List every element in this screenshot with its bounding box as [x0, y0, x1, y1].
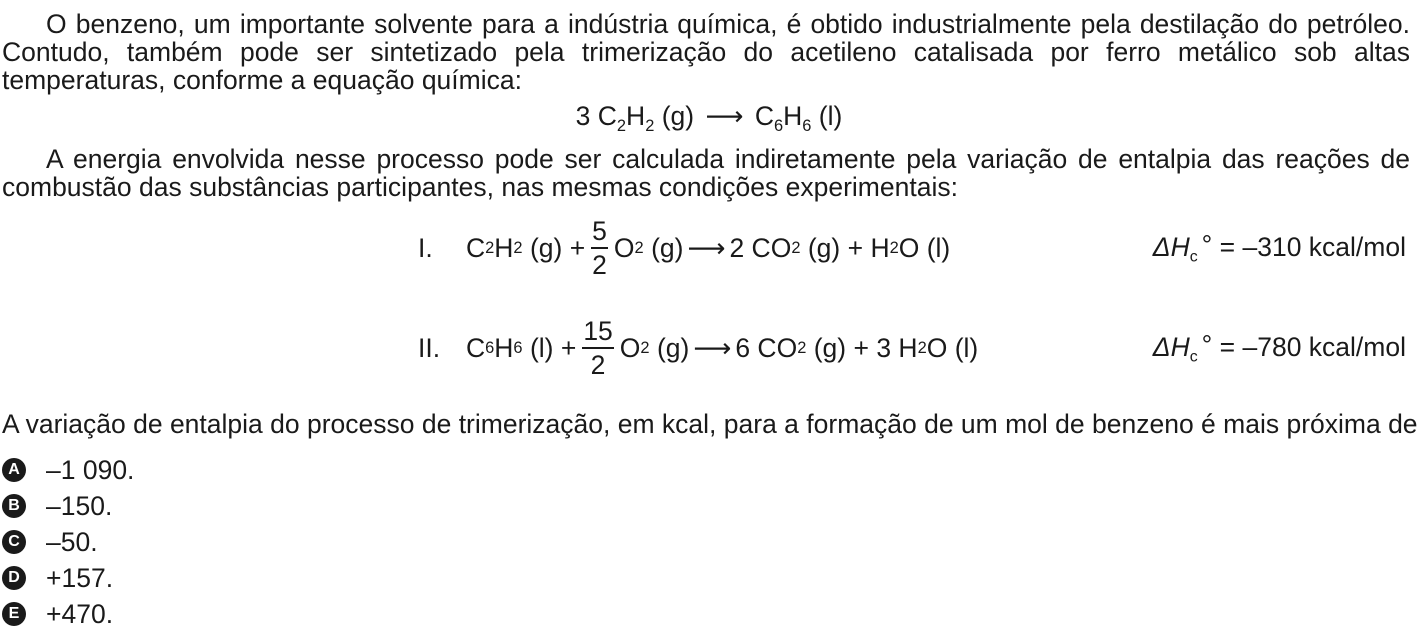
option-e[interactable] [2, 596, 134, 632]
eq-state: (g) [661, 101, 695, 131]
combustion-reaction-1: I. C 2 H 2 (g) + $\frac{5}{2}$ O 2 (g) ⟶ 2 CO 2 (g) + H 2 O (l) [418, 216, 951, 280]
option-letter-b-icon: B [2, 494, 26, 518]
product-co2: 6 CO [735, 333, 798, 363]
option-a[interactable] [2, 452, 134, 488]
state-label: (l) + [529, 333, 577, 363]
reactant-element: H [494, 333, 514, 363]
eq-sub: 2 [645, 116, 655, 135]
option-c[interactable] [2, 524, 134, 560]
product-water-h: H [870, 233, 890, 263]
delta-h-symbol: ΔH [1152, 332, 1190, 362]
fraction-bar [591, 247, 608, 249]
option-letter-c-icon: C [2, 530, 26, 554]
option-letter-e-icon: E [2, 602, 26, 626]
reaction-number: II. [418, 333, 441, 363]
oxygen-coefficient-fraction [582, 317, 613, 379]
enthalpy-1 [1152, 230, 1406, 266]
eq-sub: 6 [802, 116, 812, 135]
intro-text: O benzeno, um importante solvente para a indústria química, é obtido industrialmente pela destilação do petróleo. Contudo, também pode ser sintetizado pela trimerização do acetileno catalisada por ferro metálico sob altas temperaturas, conforme a equação química: [2, 9, 1410, 95]
eq-product-h: H [783, 101, 803, 131]
context-paragraph [2, 145, 1410, 201]
degree-symbol: ° [1201, 330, 1213, 360]
oxygen-element: O [619, 333, 641, 363]
eq-reactant-h: H [626, 101, 646, 131]
option-letter-a-icon: A [2, 458, 26, 482]
delta-h-symbol: ΔH [1152, 232, 1190, 262]
reaction-arrow-icon: ⟶ [687, 233, 726, 263]
eq-sub: 2 [616, 116, 627, 135]
state-label: (g) [656, 333, 690, 363]
enthalpy-value: = –310 kcal/mol [1219, 232, 1406, 262]
combustion-reaction-2: II. C 6 H 6 (l) + $\frac{15}{2}$ O 2 (g) ⟶ 6 CO 2 (g) + 3 H 2 O (l) [418, 316, 979, 380]
fraction-denominator: 2 [592, 249, 607, 280]
answer-options [2, 452, 134, 632]
product-water-o: O [898, 233, 920, 263]
product-water-h: 3 H [876, 333, 918, 363]
fraction-denominator: 2 [590, 349, 606, 380]
option-d[interactable] [2, 560, 134, 596]
product-co2: 2 CO [729, 233, 792, 263]
state-label: (g) + [807, 233, 864, 263]
reactant-element: C [466, 233, 486, 263]
option-b[interactable] [2, 488, 134, 524]
reactant-element: C [466, 333, 486, 363]
enthalpy-value: = –780 kcal/mol [1219, 332, 1406, 362]
fraction-numerator: 5 [592, 216, 607, 247]
eq-product-c: C [754, 101, 774, 131]
degree-symbol: ° [1201, 230, 1213, 260]
option-letter-d-icon: D [2, 566, 26, 590]
trimerization-equation [0, 101, 1418, 135]
state-label: (g) [651, 233, 684, 263]
fraction-numerator: 15 [583, 316, 613, 347]
option-text: +470. [46, 599, 114, 629]
eq-reactant-c: 3 C [575, 101, 617, 131]
fraction-bar [582, 347, 613, 349]
enthalpy-2 [1152, 330, 1406, 366]
subscript: c [1189, 348, 1198, 366]
intro-paragraph [2, 10, 1410, 94]
option-text: +157. [46, 563, 114, 593]
subscript: c [1189, 248, 1198, 266]
question-stem: A variação de entalpia do processo de trimerização, em kcal, para a formação de um mol de benzeno é mais próxima de [2, 409, 1418, 439]
reactant-element: H [494, 233, 514, 263]
context-text: A energia envolvida nesse processo pode ser calculada indiretamente pela variação de entalpia das reações de combustão das substâncias participantes, nas mesmas condições experimentais: [2, 144, 1410, 202]
reaction-arrow-icon: ⟶ [705, 101, 744, 131]
product-water-o: O [926, 333, 948, 363]
option-text: –50. [46, 527, 98, 557]
option-text: –150. [46, 491, 113, 521]
option-text: –1 090. [46, 455, 135, 485]
oxygen-coefficient-fraction [591, 217, 608, 279]
eq-state: (l) [818, 101, 843, 131]
reaction-arrow-icon: ⟶ [693, 333, 732, 363]
state-label: (g) + [529, 233, 586, 263]
state-label: (l) [926, 233, 951, 263]
reaction-number: I. [418, 233, 433, 263]
oxygen-element: O [613, 233, 635, 263]
state-label: (l) [954, 333, 979, 363]
state-label: (g) + [813, 333, 869, 363]
eq-sub: 6 [773, 116, 784, 135]
